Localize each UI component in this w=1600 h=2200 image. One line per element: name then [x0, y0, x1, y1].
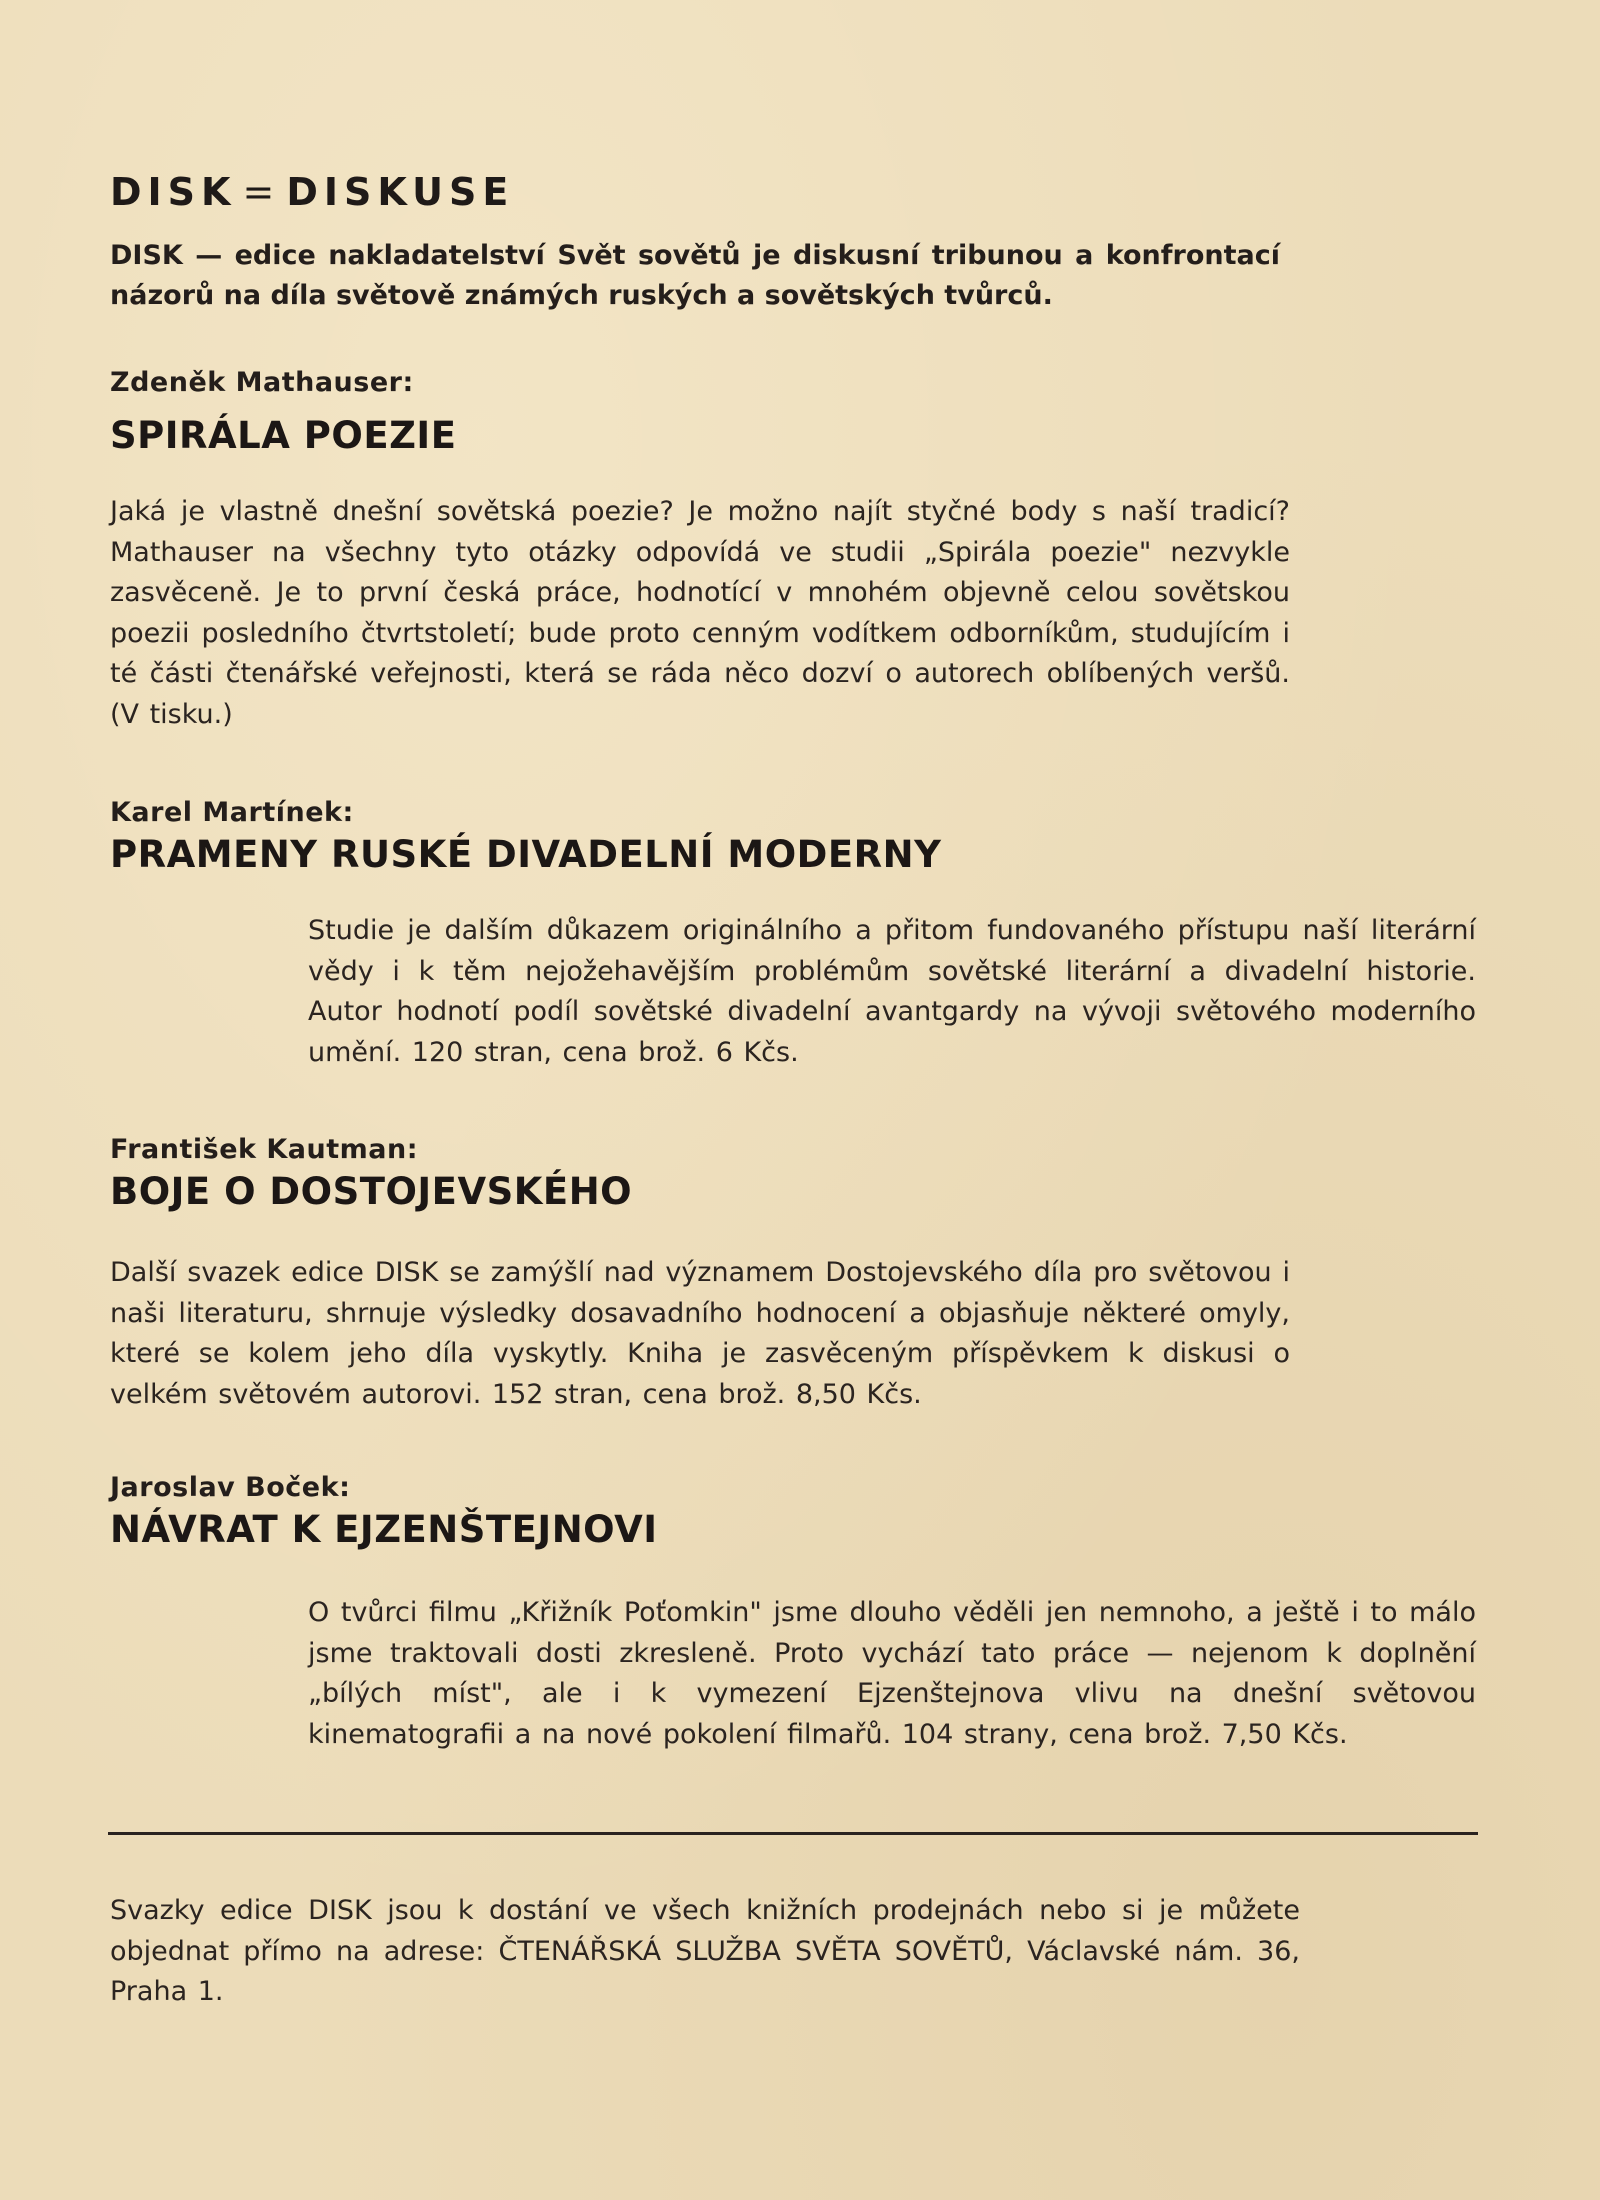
entry-2-description: Studie je dalším důkazem originálního a přitom fundovaného přístupu naší literární vědy i k těm nejožehavějším problémům sovětské literární a divadelní historie. Autor hodnotí podíl sovětské divadelní avantgardy na vývoji světového moderního umění. 120 stran, cena brož. 6 Kčs.: [308, 915, 1476, 1068]
divider-rule: [108, 1832, 1478, 1835]
entry-3-description: Další svazek edice DISK se zamýšlí nad významem Dostojevského díla pro světovou i naši literaturu, shrnuje výsledky dosavadního hodnocení a objasňuje některé omyly, které se kolem jeho díla vyskytly. Kniha je zasvěceným příspěvkem k diskusi o velkém světovém autorovi. 152 stran, cena brož. 8,50 Kčs.: [110, 1257, 1290, 1410]
entry-4-title: NÁVRAT K EJZENŠTEJNOVI: [110, 1508, 658, 1551]
entry-1-title: SPIRÁLA POEZIE: [110, 414, 457, 457]
entry-1-description: Jaká je vlastně dnešní sovětská poezie? Je možno najít styčné body s naší tradicí? Mathauser na všechny tyto otázky odpovídá ve studii „Spirála poezie" nezvykle zasvěceně. Je to první česká práce, hodnotící v mnohém objevně celou sovětskou poezii posledního čtvrtstoletí; bude proto cenným vodítkem odborníkům, studujícím i té části čtenářské veřejnosti, která se ráda něco dozví o autorech oblíbených veršů. (V tisku.): [110, 496, 1290, 730]
entry-3-author: František Kautman:: [110, 1134, 419, 1165]
footer-ordering-info: Svazky edice DISK jsou k dostání ve všech knižních prodejnách nebo si je můžete objednat přímo na adrese: ČTENÁŘSKÁ SLUŽBA SVĚTA SOVĚTŮ, Václavské nám. 36, Praha 1.: [110, 1895, 1300, 2007]
entry-3-title: BOJE O DOSTOJEVSKÉHO: [110, 1170, 633, 1213]
entry-4-author: Jaroslav Boček:: [110, 1472, 351, 1503]
entry-2-title: PRAMENY RUSKÉ DIVADELNÍ MODERNY: [110, 833, 942, 876]
page-title: [110, 170, 514, 214]
masthead-separator: =: [242, 170, 281, 214]
masthead-diskuse: DISKUSE: [286, 170, 515, 214]
entry-1-author: Zdeněk Mathauser:: [110, 367, 414, 398]
entry-4-description: O tvůrci filmu „Křižník Poťomkin" jsme dlouho věděli jen nemnoho, a ještě i to málo jsme traktovali dosti zkresleně. Proto vychází tato práce — nejenom k doplnění „bílých míst", ale i k vymezení Ejzenštejnova vlivu na dnešní světovou kinematografii a na nové pokolení filmařů. 104 strany, cena brož. 7,50 Kčs.: [308, 1597, 1476, 1750]
intro-paragraph: DISK — edice nakladatelství Svět sovětů je diskusní tribunou a konfrontací názorů na díla světově známých ruských a sovětských tvůrců.: [110, 240, 1280, 311]
entry-2-author: Karel Martínek:: [110, 797, 354, 828]
masthead-disk: DISK: [110, 170, 237, 214]
